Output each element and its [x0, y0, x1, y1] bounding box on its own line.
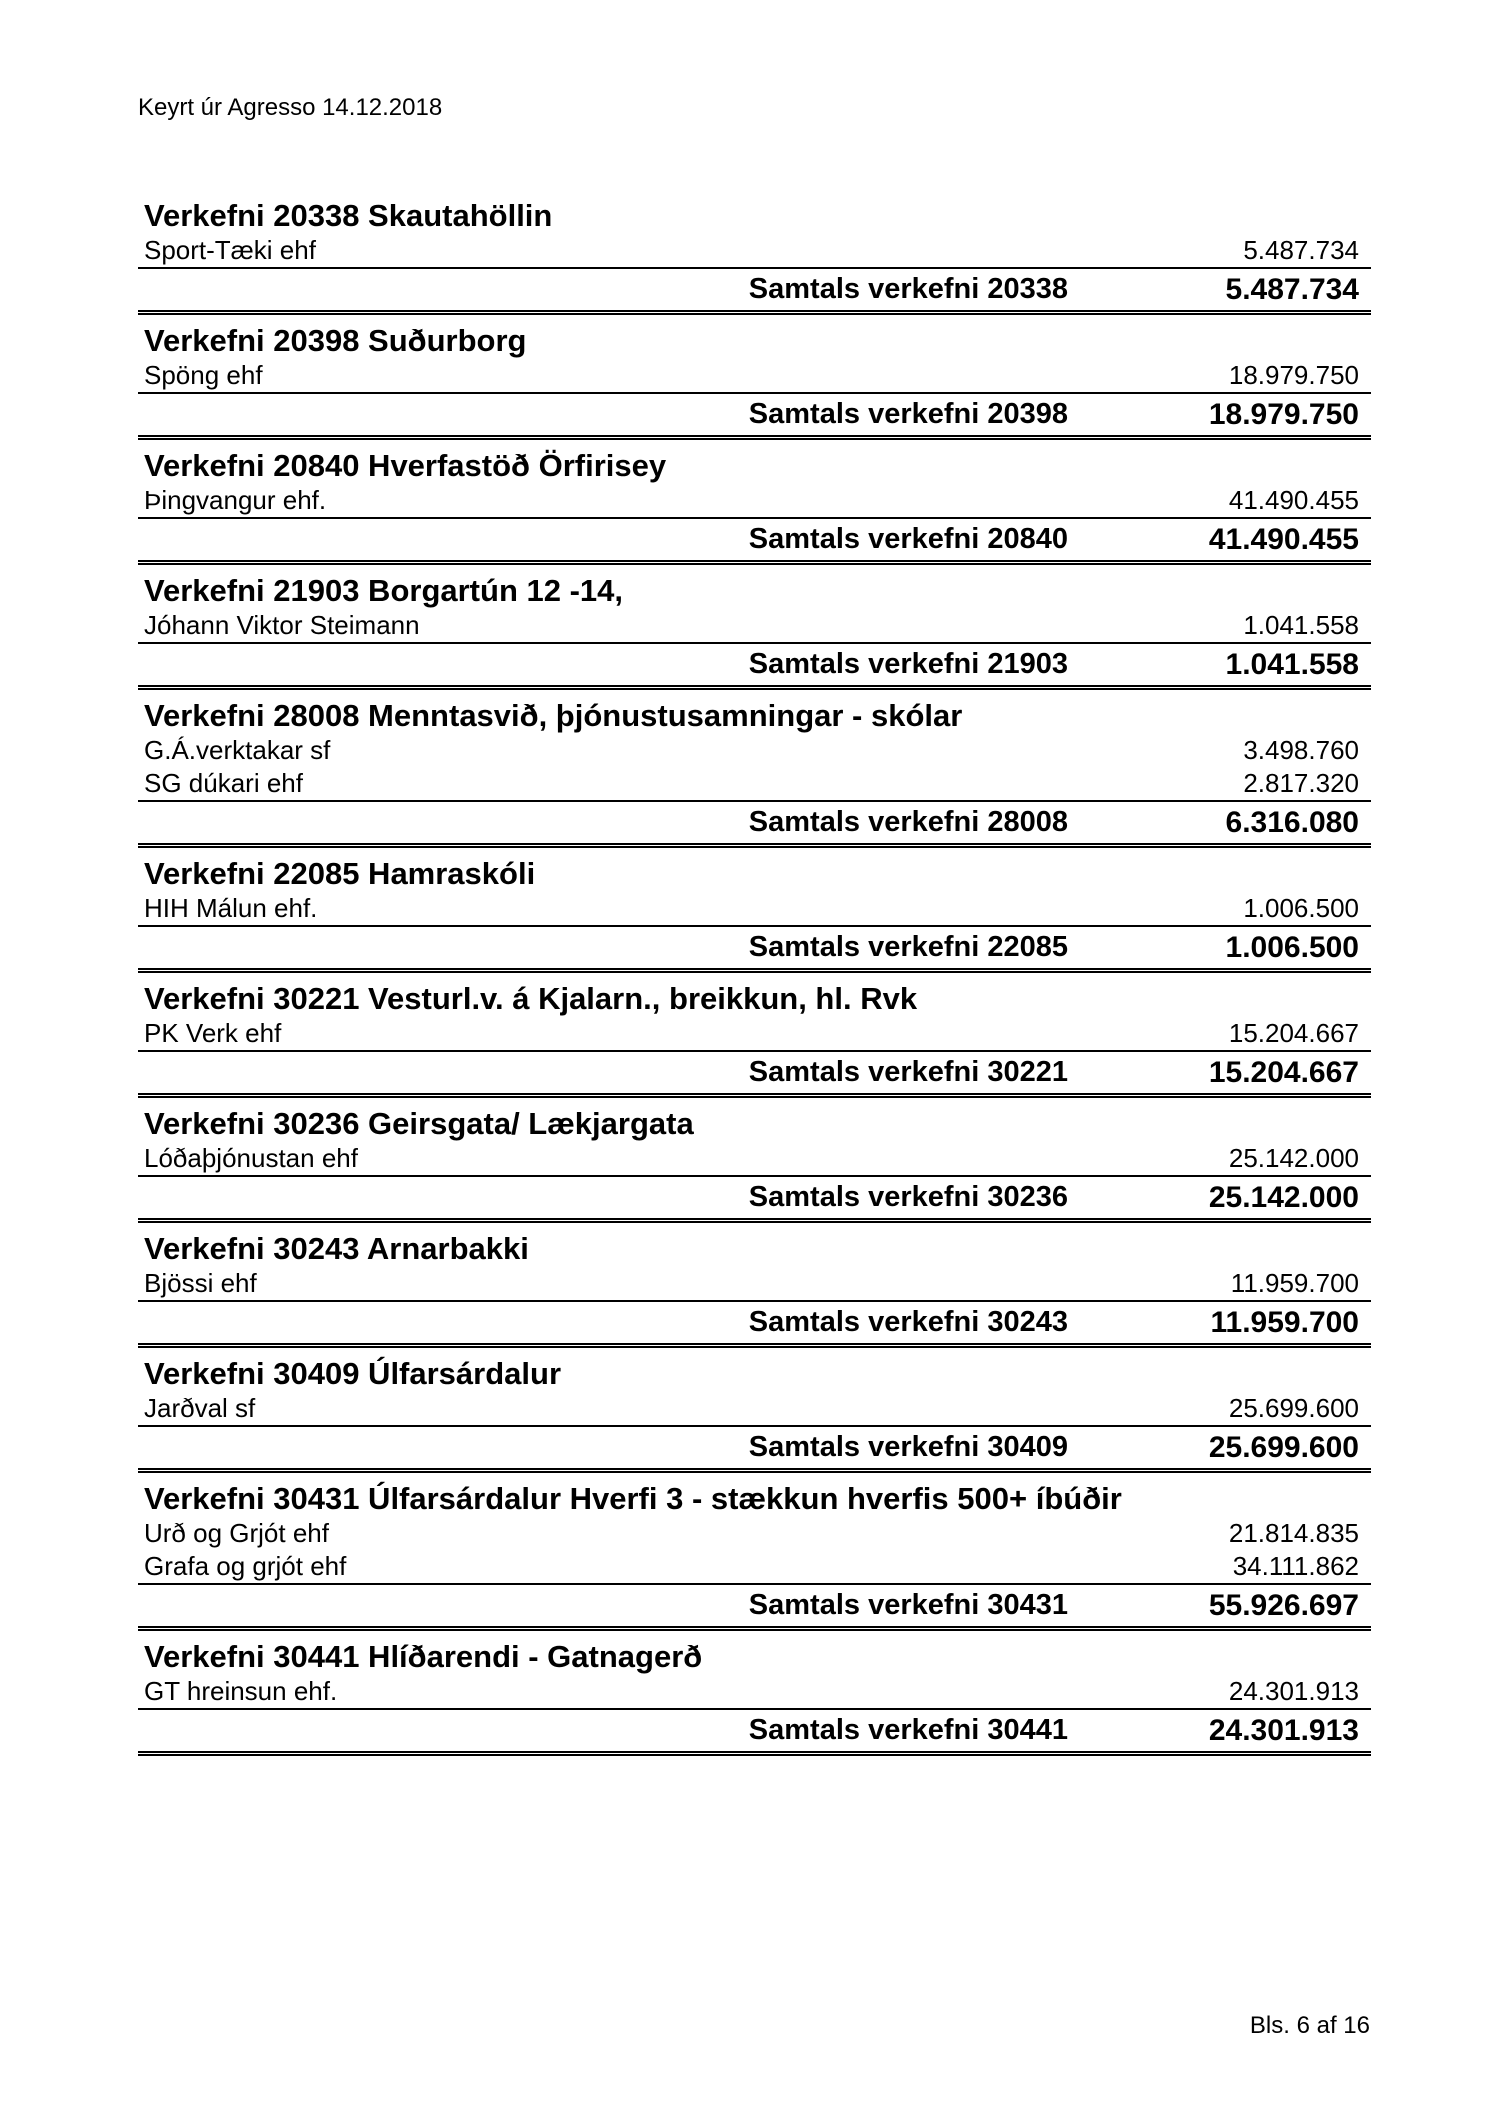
total-label: Samtals verkefni 20398 — [748, 398, 1068, 430]
total-label: Samtals verkefni 21903 — [748, 648, 1068, 680]
total-value: 18.979.750 — [1208, 398, 1359, 431]
contractor-row — [138, 734, 1371, 767]
contractor-amount: 2.817.320 — [1243, 768, 1359, 798]
total-label: Samtals verkefni 22085 — [748, 931, 1068, 963]
total-value: 11.959.700 — [1210, 1306, 1359, 1339]
project-block — [138, 1231, 1371, 1348]
project-total-row — [138, 394, 1371, 440]
contractor-name: Sport-Tæki ehf — [144, 235, 316, 265]
contractor-row — [138, 1675, 1371, 1710]
contractor-amount: 5.487.734 — [1243, 235, 1359, 265]
project-title: Verkefni 30236 Geirsgata/ Lækjargata — [144, 1106, 694, 1141]
contractor-name: HIH Málun ehf. — [144, 893, 318, 923]
total-value: 1.006.500 — [1225, 931, 1359, 964]
project-total-row — [138, 1177, 1371, 1223]
project-title: Verkefni 30441 Hlíðarendi - Gatnagerð — [144, 1639, 703, 1674]
contractor-row — [138, 892, 1371, 927]
contractor-row — [138, 1267, 1371, 1302]
project-total-row — [138, 644, 1371, 690]
project-total-row — [138, 1302, 1371, 1348]
contractor-name: Þingvangur ehf. — [144, 485, 327, 515]
project-total-row — [138, 1710, 1371, 1756]
project-total-row — [138, 519, 1371, 565]
total-label: Samtals verkefni 30441 — [748, 1714, 1068, 1746]
contractor-name: GT hreinsun ehf. — [144, 1676, 338, 1706]
total-value: 1.041.558 — [1225, 648, 1359, 681]
total-label: Samtals verkefni 30221 — [748, 1056, 1068, 1088]
project-total-row — [138, 1427, 1371, 1473]
project-title: Verkefni 30221 Vesturl.v. á Kjalarn., breikkun, hl. Rvk — [144, 981, 918, 1016]
project-total-row — [138, 269, 1371, 315]
total-label: Samtals verkefni 28008 — [748, 806, 1068, 838]
project-total-row — [138, 802, 1371, 848]
contractor-row — [138, 359, 1371, 394]
contractor-row — [138, 234, 1371, 269]
contractor-amount: 24.301.913 — [1228, 1676, 1359, 1706]
project-title: Verkefni 22085 Hamraskóli — [144, 856, 536, 891]
contractor-name: PK Verk ehf — [144, 1018, 282, 1048]
project-block — [138, 573, 1371, 690]
project-report — [138, 198, 1371, 1764]
contractor-name: Urð og Grjót ehf — [144, 1518, 329, 1548]
contractor-row — [138, 1550, 1371, 1585]
contractor-amount: 34.111.862 — [1232, 1551, 1359, 1581]
total-value: 41.490.455 — [1208, 523, 1359, 556]
project-block — [138, 1106, 1371, 1223]
contractor-name: Lóðaþjónustan ehf — [144, 1143, 358, 1173]
page-header: Keyrt úr Agresso 14.12.2018 — [138, 94, 443, 121]
total-label: Samtals verkefni 30236 — [748, 1181, 1068, 1213]
project-total-row — [138, 1585, 1371, 1631]
contractor-name: Spöng ehf — [144, 360, 263, 390]
total-label: Samtals verkefni 30431 — [748, 1589, 1068, 1621]
project-block — [138, 1356, 1371, 1473]
project-title: Verkefni 20840 Hverfastöð Örfirisey — [144, 448, 667, 483]
contractor-amount: 21.814.835 — [1228, 1518, 1359, 1548]
page-number: Bls. 6 af 16 — [1249, 2012, 1370, 2039]
contractor-amount: 15.204.667 — [1228, 1018, 1359, 1048]
total-label: Samtals verkefni 30409 — [748, 1431, 1068, 1463]
project-title: Verkefni 28008 Menntasvið, þjónustusamningar - skólar — [144, 698, 963, 733]
contractor-row — [138, 1517, 1371, 1550]
contractor-name: G.Á.verktakar sf — [144, 735, 331, 765]
project-title: Verkefni 30409 Úlfarsárdalur — [144, 1356, 562, 1391]
project-block — [138, 448, 1371, 565]
project-block — [138, 1481, 1371, 1631]
contractor-name: Jarðval sf — [144, 1393, 256, 1423]
contractor-amount: 1.006.500 — [1243, 893, 1359, 923]
contractor-row — [138, 609, 1371, 644]
contractor-amount: 25.699.600 — [1228, 1393, 1359, 1423]
project-title: Verkefni 21903 Borgartún 12 -14, — [144, 573, 624, 608]
project-total-row — [138, 927, 1371, 973]
contractor-row — [138, 484, 1371, 519]
contractor-name: SG dúkari ehf — [144, 768, 303, 798]
project-block — [138, 198, 1371, 315]
project-block — [138, 856, 1371, 973]
total-value: 6.316.080 — [1225, 806, 1359, 839]
project-title: Verkefni 20398 Suðurborg — [144, 323, 527, 358]
project-block — [138, 698, 1371, 848]
total-value: 55.926.697 — [1208, 1589, 1359, 1622]
contractor-row — [138, 1017, 1371, 1052]
total-value: 15.204.667 — [1208, 1056, 1359, 1089]
project-total-row — [138, 1052, 1371, 1098]
contractor-amount: 41.490.455 — [1228, 485, 1359, 515]
contractor-row — [138, 1392, 1371, 1427]
total-label: Samtals verkefni 30243 — [748, 1306, 1068, 1338]
total-value: 25.142.000 — [1208, 1181, 1359, 1214]
contractor-name: Bjössi ehf — [144, 1268, 257, 1298]
project-block — [138, 981, 1371, 1098]
project-title: Verkefni 30431 Úlfarsárdalur Hverfi 3 - stækkun hverfis 500+ íbúðir — [144, 1481, 1122, 1516]
total-value: 24.301.913 — [1208, 1714, 1359, 1747]
contractor-name: Grafa og grjót ehf — [144, 1551, 347, 1581]
total-label: Samtals verkefni 20840 — [748, 523, 1068, 555]
project-title: Verkefni 30243 Arnarbakki — [144, 1231, 529, 1266]
project-block — [138, 1639, 1371, 1756]
contractor-amount: 3.498.760 — [1243, 735, 1359, 765]
contractor-row — [138, 1142, 1371, 1177]
contractor-amount: 25.142.000 — [1228, 1143, 1359, 1173]
project-block — [138, 323, 1371, 440]
contractor-amount: 11.959.700 — [1230, 1268, 1359, 1298]
total-value: 5.487.734 — [1225, 273, 1359, 306]
contractor-name: Jóhann Viktor Steimann — [144, 610, 420, 640]
project-title: Verkefni 20338 Skautahöllin — [144, 198, 553, 233]
total-value: 25.699.600 — [1208, 1431, 1359, 1464]
total-label: Samtals verkefni 20338 — [748, 273, 1068, 305]
contractor-row — [138, 767, 1371, 802]
contractor-amount: 1.041.558 — [1243, 610, 1359, 640]
contractor-amount: 18.979.750 — [1228, 360, 1359, 390]
